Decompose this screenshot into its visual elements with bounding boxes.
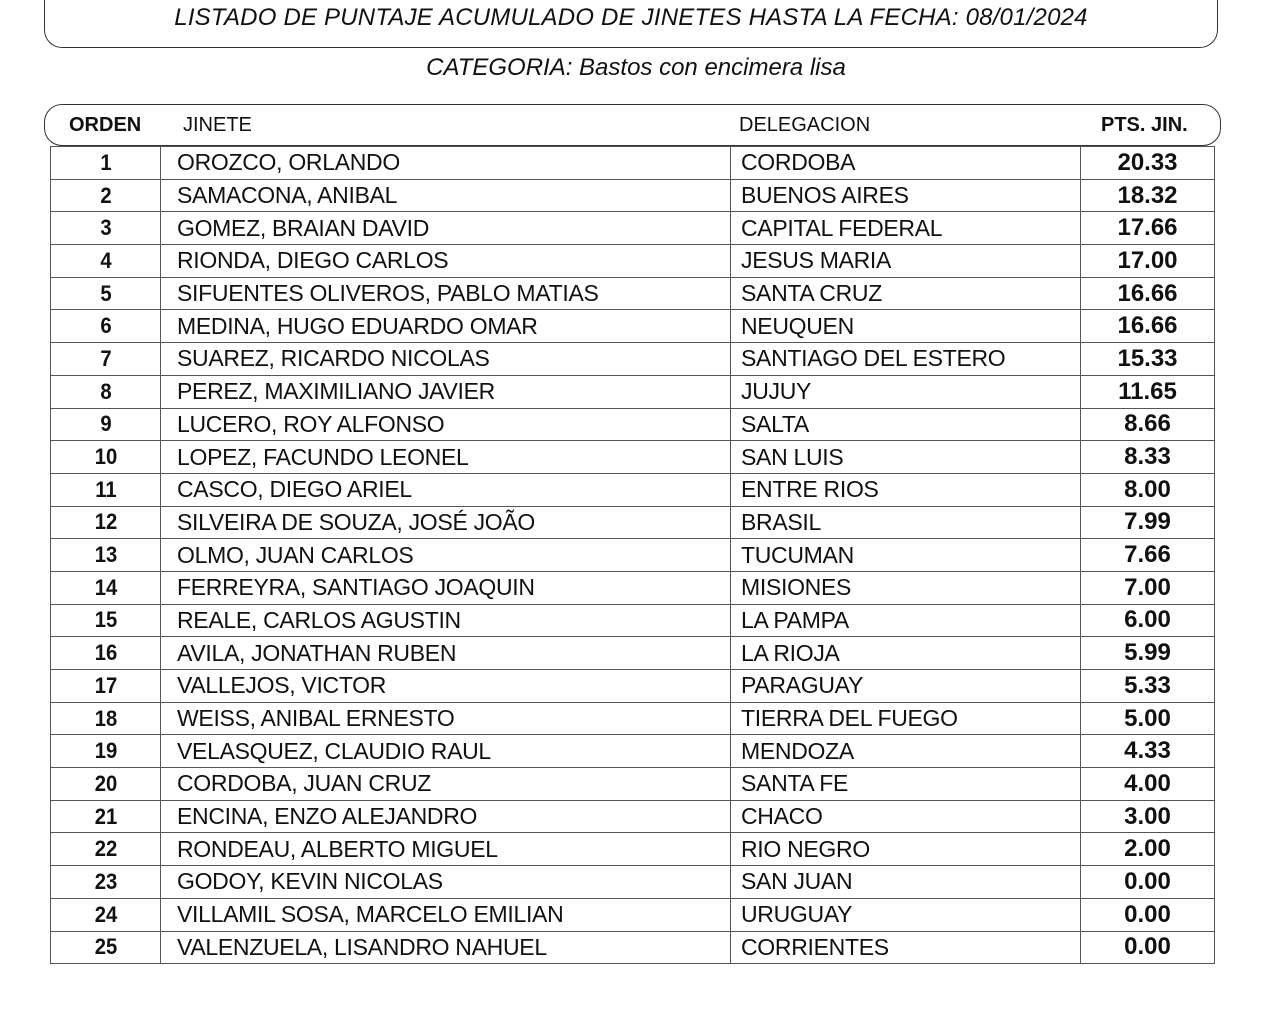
column-header-pts: PTS. JIN. xyxy=(1101,114,1188,136)
cell-orden: 17 xyxy=(55,670,156,703)
cell-pts: 17.00 xyxy=(1081,245,1215,278)
cell-orden: 14 xyxy=(55,571,156,604)
cell-delegacion: CAPITAL FEDERAL xyxy=(731,212,1081,245)
cell-jinete: GOMEZ, BRAIAN DAVID xyxy=(161,212,731,245)
cell-jinete: RIONDA, DIEGO CARLOS xyxy=(161,245,731,278)
cell-delegacion: CORRIENTES xyxy=(731,931,1081,964)
cell-jinete: GODOY, KEVIN NICOLAS xyxy=(161,866,731,899)
cell-delegacion: SANTA FE xyxy=(731,768,1081,801)
cell-delegacion: BUENOS AIRES xyxy=(731,179,1081,212)
cell-pts: 6.00 xyxy=(1081,604,1215,637)
cell-jinete: RONDEAU, ALBERTO MIGUEL xyxy=(161,833,731,866)
table-row xyxy=(51,212,1215,245)
cell-jinete: SAMACONA, ANIBAL xyxy=(161,179,731,212)
cell-jinete: LUCERO, ROY ALFONSO xyxy=(161,408,731,441)
cell-pts: 7.66 xyxy=(1081,539,1215,572)
cell-delegacion: URUGUAY xyxy=(731,898,1081,931)
table-row xyxy=(51,343,1215,376)
cell-jinete: PEREZ, MAXIMILIANO JAVIER xyxy=(161,375,731,408)
cell-jinete: FERREYRA, SANTIAGO JOAQUIN xyxy=(161,571,731,604)
cell-delegacion: SAN LUIS xyxy=(731,441,1081,474)
standings-table-wrap xyxy=(50,146,1214,964)
cell-orden: 20 xyxy=(55,768,156,801)
cell-orden: 5 xyxy=(55,277,156,310)
cell-delegacion: ENTRE RIOS xyxy=(731,473,1081,506)
table-row xyxy=(51,702,1215,735)
cell-orden: 10 xyxy=(55,441,156,474)
cell-jinete: LOPEZ, FACUNDO LEONEL xyxy=(161,441,731,474)
cell-pts: 7.99 xyxy=(1081,506,1215,539)
cell-delegacion: MENDOZA xyxy=(731,735,1081,768)
cell-jinete: OROZCO, ORLANDO xyxy=(161,147,731,180)
cell-delegacion: PARAGUAY xyxy=(731,670,1081,703)
cell-delegacion: LA PAMPA xyxy=(731,604,1081,637)
title-box xyxy=(44,0,1218,48)
cell-jinete: ENCINA, ENZO ALEJANDRO xyxy=(161,800,731,833)
cell-pts: 8.00 xyxy=(1081,473,1215,506)
cell-pts: 18.32 xyxy=(1081,179,1215,212)
cell-orden: 7 xyxy=(55,343,156,376)
cell-orden: 19 xyxy=(55,735,156,768)
table-row xyxy=(51,866,1215,899)
column-header-delegacion: DELEGACION xyxy=(739,114,871,136)
cell-pts: 20.33 xyxy=(1081,147,1215,180)
cell-orden: 6 xyxy=(55,310,156,343)
column-header-orden: ORDEN xyxy=(69,114,142,136)
standings-table-body xyxy=(51,147,1215,964)
column-header-jinete: JINETE xyxy=(183,114,252,136)
cell-pts: 0.00 xyxy=(1081,866,1215,899)
table-row xyxy=(51,833,1215,866)
cell-pts: 4.00 xyxy=(1081,768,1215,801)
cell-delegacion: RIO NEGRO xyxy=(731,833,1081,866)
cell-delegacion: BRASIL xyxy=(731,506,1081,539)
cell-orden: 4 xyxy=(55,245,156,278)
cell-orden: 8 xyxy=(55,375,156,408)
cell-orden: 13 xyxy=(55,539,156,572)
table-row xyxy=(51,310,1215,343)
table-row xyxy=(51,473,1215,506)
cell-jinete: CASCO, DIEGO ARIEL xyxy=(161,473,731,506)
cell-orden: 25 xyxy=(55,931,156,964)
table-row xyxy=(51,604,1215,637)
cell-delegacion: JESUS MARIA xyxy=(731,245,1081,278)
table-row xyxy=(51,898,1215,931)
cell-orden: 15 xyxy=(55,604,156,637)
table-row xyxy=(51,931,1215,964)
cell-delegacion: MISIONES xyxy=(731,571,1081,604)
table-row xyxy=(51,179,1215,212)
cell-jinete: WEISS, ANIBAL ERNESTO xyxy=(161,702,731,735)
table-row xyxy=(51,800,1215,833)
table-row xyxy=(51,375,1215,408)
table-row xyxy=(51,768,1215,801)
cell-pts: 0.00 xyxy=(1081,931,1215,964)
cell-pts: 11.65 xyxy=(1081,375,1215,408)
cell-delegacion: LA RIOJA xyxy=(731,637,1081,670)
cell-pts: 5.00 xyxy=(1081,702,1215,735)
cell-jinete: SIFUENTES OLIVEROS, PABLO MATIAS xyxy=(161,277,731,310)
cell-orden: 11 xyxy=(55,473,156,506)
cell-jinete: OLMO, JUAN CARLOS xyxy=(161,539,731,572)
table-row xyxy=(51,637,1215,670)
cell-delegacion: SANTA CRUZ xyxy=(731,277,1081,310)
cell-jinete: VELASQUEZ, CLAUDIO RAUL xyxy=(161,735,731,768)
table-row xyxy=(51,441,1215,474)
cell-delegacion: SAN JUAN xyxy=(731,866,1081,899)
cell-jinete: VALLEJOS, VICTOR xyxy=(161,670,731,703)
cell-jinete: VILLAMIL SOSA, MARCELO EMILIAN xyxy=(161,898,731,931)
cell-pts: 17.66 xyxy=(1081,212,1215,245)
cell-delegacion: TUCUMAN xyxy=(731,539,1081,572)
cell-delegacion: SANTIAGO DEL ESTERO xyxy=(731,343,1081,376)
table-row xyxy=(51,277,1215,310)
cell-orden: 22 xyxy=(55,833,156,866)
cell-pts: 5.33 xyxy=(1081,670,1215,703)
cell-pts: 8.33 xyxy=(1081,441,1215,474)
cell-jinete: MEDINA, HUGO EDUARDO OMAR xyxy=(161,310,731,343)
cell-delegacion: CHACO xyxy=(731,800,1081,833)
cell-jinete: CORDOBA, JUAN CRUZ xyxy=(161,768,731,801)
cell-pts: 16.66 xyxy=(1081,310,1215,343)
cell-pts: 0.00 xyxy=(1081,898,1215,931)
cell-orden: 16 xyxy=(55,637,156,670)
cell-delegacion: TIERRA DEL FUEGO xyxy=(731,702,1081,735)
table-row xyxy=(51,539,1215,572)
cell-jinete: SILVEIRA DE SOUZA, JOSÉ JOÃO xyxy=(161,506,731,539)
cell-delegacion: JUJUY xyxy=(731,375,1081,408)
cell-pts: 7.00 xyxy=(1081,571,1215,604)
cell-orden: 1 xyxy=(55,147,156,180)
cell-orden: 23 xyxy=(55,866,156,899)
cell-jinete: VALENZUELA, LISANDRO NAHUEL xyxy=(161,931,731,964)
cell-pts: 16.66 xyxy=(1081,277,1215,310)
table-row xyxy=(51,147,1215,180)
cell-pts: 8.66 xyxy=(1081,408,1215,441)
cell-delegacion: SALTA xyxy=(731,408,1081,441)
cell-jinete: AVILA, JONATHAN RUBEN xyxy=(161,637,731,670)
table-row xyxy=(51,735,1215,768)
cell-pts: 3.00 xyxy=(1081,800,1215,833)
cell-delegacion: NEUQUEN xyxy=(731,310,1081,343)
cell-orden: 12 xyxy=(55,506,156,539)
page-title: LISTADO DE PUNTAJE ACUMULADO DE JINETES HASTA LA FECHA: 08/01/2024 xyxy=(174,3,1088,31)
cell-delegacion: CORDOBA xyxy=(731,147,1081,180)
cell-pts: 4.33 xyxy=(1081,735,1215,768)
table-row xyxy=(51,506,1215,539)
table-row xyxy=(51,571,1215,604)
cell-orden: 2 xyxy=(55,179,156,212)
cell-orden: 21 xyxy=(55,800,156,833)
cell-jinete: REALE, CARLOS AGUSTIN xyxy=(161,604,731,637)
cell-jinete: SUAREZ, RICARDO NICOLAS xyxy=(161,343,731,376)
standings-table xyxy=(50,146,1215,964)
table-header xyxy=(44,104,1221,146)
cell-pts: 2.00 xyxy=(1081,833,1215,866)
table-row xyxy=(51,670,1215,703)
table-row xyxy=(51,408,1215,441)
cell-orden: 9 xyxy=(55,408,156,441)
table-row xyxy=(51,245,1215,278)
cell-pts: 5.99 xyxy=(1081,637,1215,670)
category-subtitle: CATEGORIA: Bastos con encimera lisa xyxy=(426,54,846,81)
cell-orden: 18 xyxy=(55,702,156,735)
cell-pts: 15.33 xyxy=(1081,343,1215,376)
cell-orden: 3 xyxy=(55,212,156,245)
cell-orden: 24 xyxy=(55,898,156,931)
